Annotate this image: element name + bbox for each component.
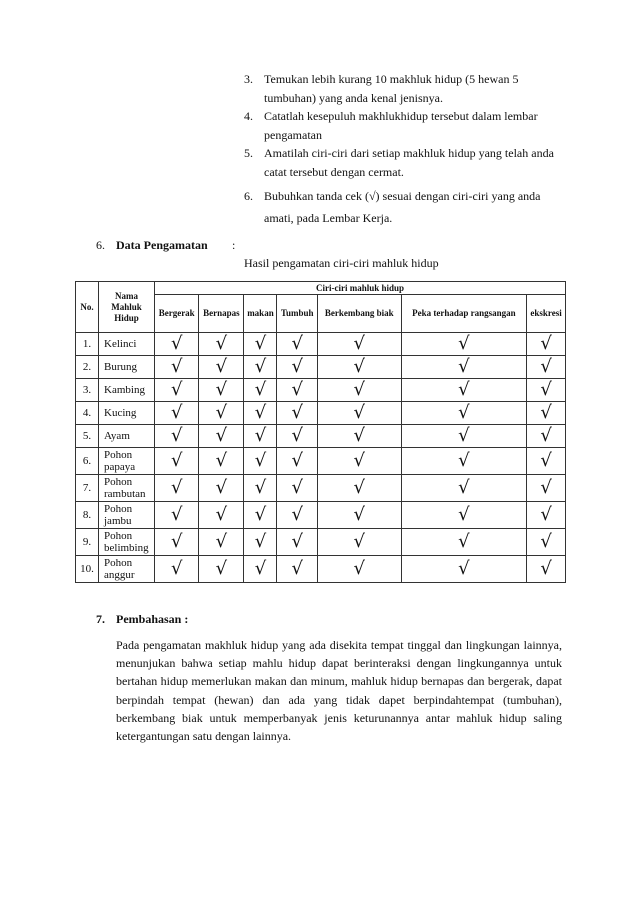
row-number: 7. [76,475,99,502]
table-caption: Hasil pengamatan ciri-ciri mahluk hidup [244,256,439,270]
section-colon: : [232,238,236,252]
check-mark: √ [199,475,244,502]
check-mark: √ [277,448,317,475]
check-mark: √ [277,475,317,502]
row-number: 8. [76,502,99,529]
check-mark: √ [277,333,317,356]
organism-name: Pohon jambu [99,502,155,529]
table-row [76,379,566,402]
header-traits-group: Ciri-ciri mahluk hidup [155,282,566,295]
section-pembahasan [96,612,188,627]
check-mark: √ [199,333,244,356]
check-mark: √ [155,448,199,475]
check-mark: √ [244,502,277,529]
check-mark: √ [155,502,199,529]
check-mark: √ [401,556,526,583]
section-number: 7. [96,612,105,626]
row-number: 9. [76,529,99,556]
section-number: 6. [96,238,105,252]
check-mark: √ [317,556,401,583]
table-row [76,356,566,379]
check-mark: √ [527,333,566,356]
check-mark: √ [527,356,566,379]
row-number: 2. [76,356,99,379]
step-text: Temukan lebih kurang 10 makhluk hidup (5 hewan 5 tumbuhan) yang anda kenal jenisnya. [264,72,519,105]
row-number: 1. [76,333,99,356]
check-mark: √ [155,402,199,425]
organism-name: Pohon belimbing [99,529,155,556]
check-mark: √ [199,356,244,379]
check-mark: √ [155,333,199,356]
step-text: Bubuhkan tanda cek (√) sesuai dengan ciri-ciri yang anda amati, pada Lembar Kerja. [264,189,541,225]
step-text: Amatilah ciri-ciri dari setiap makhluk hidup yang telah anda catat tersebut dengan cermat. [264,146,554,179]
check-mark: √ [527,402,566,425]
check-mark: √ [527,448,566,475]
check-mark: √ [244,529,277,556]
section-title: Data Pengamatan [116,238,208,252]
section-title: Pembahasan : [116,612,189,626]
table-row [76,529,566,556]
procedure-steps [244,70,564,229]
row-number: 4. [76,402,99,425]
header-trait: Peka terhadap rangsangan [401,295,526,333]
check-mark: √ [199,425,244,448]
check-mark: √ [244,356,277,379]
check-mark: √ [155,556,199,583]
check-mark: √ [527,379,566,402]
header-trait: Bergerak [155,295,199,333]
check-mark: √ [277,502,317,529]
check-mark: √ [244,448,277,475]
table-row [76,556,566,583]
organism-name: Pohon rambutan [99,475,155,502]
organism-name: Pohon papaya [99,448,155,475]
check-mark: √ [199,379,244,402]
check-mark: √ [401,502,526,529]
discussion-paragraph: Pada pengamatan makhluk hidup yang ada disekita tempat tinggal dan lingkungan lainnya, menunjukan bahwa setiap mahlu hidup dapat berinteraksi dengan lingkungannya untuk bertahan hidup memerlukan makan dan minum, mahluk hidup bernapas dan bergerak, dapat berpindah tempat (hewan) dan ada yang tidak dapet berpindahtempat (tumbuhan), berkembang biak untuk memperbanyak jenis keturunannya antar mahluk hidup saling ketergantungan satu dengan lainnya. [116,638,562,744]
check-mark: √ [277,425,317,448]
check-mark: √ [317,448,401,475]
check-mark: √ [244,379,277,402]
check-mark: √ [277,529,317,556]
check-mark: √ [199,448,244,475]
header-trait: ekskresi [527,295,566,333]
row-number: 6. [76,448,99,475]
organism-name: Ayam [99,425,155,448]
check-mark: √ [244,475,277,502]
check-mark: √ [244,333,277,356]
organism-name: Pohon anggur [99,556,155,583]
header-trait: Bernapas [199,295,244,333]
check-mark: √ [155,529,199,556]
check-mark: √ [527,556,566,583]
check-mark: √ [199,529,244,556]
check-mark: √ [277,402,317,425]
check-mark: √ [401,529,526,556]
table-row [76,425,566,448]
check-mark: √ [527,502,566,529]
check-mark: √ [155,475,199,502]
header-trait: makan [244,295,277,333]
check-mark: √ [244,402,277,425]
check-mark: √ [317,502,401,529]
check-mark: √ [527,529,566,556]
check-mark: √ [317,425,401,448]
check-mark: √ [244,556,277,583]
row-number: 10. [76,556,99,583]
check-mark: √ [317,475,401,502]
step-number: 4. [244,109,253,123]
organism-name: Kambing [99,379,155,402]
check-mark: √ [277,556,317,583]
check-mark: √ [527,425,566,448]
check-mark: √ [401,402,526,425]
table-row [76,333,566,356]
section-data-pengamatan [96,238,236,253]
step-6 [244,185,564,229]
observation-table [75,281,566,583]
check-mark: √ [317,356,401,379]
check-mark: √ [155,356,199,379]
step-3 [244,70,564,107]
step-number: 5. [244,146,253,160]
organism-name: Kelinci [99,333,155,356]
row-number: 5. [76,425,99,448]
organism-name: Kucing [99,402,155,425]
check-mark: √ [155,425,199,448]
table-row [76,448,566,475]
check-mark: √ [401,425,526,448]
check-mark: √ [199,556,244,583]
header-no: No. [76,282,99,333]
check-mark: √ [277,356,317,379]
organism-name: Burung [99,356,155,379]
header-trait: Tumbuh [277,295,317,333]
step-4 [244,107,564,144]
row-number: 3. [76,379,99,402]
header-trait: Berkembang biak [317,295,401,333]
check-mark: √ [244,425,277,448]
table-row [76,502,566,529]
table-row [76,475,566,502]
check-mark: √ [401,379,526,402]
check-mark: √ [401,333,526,356]
table-row [76,402,566,425]
step-number: 6. [244,189,253,203]
check-mark: √ [317,529,401,556]
step-number: 3. [244,72,253,86]
check-mark: √ [199,502,244,529]
check-mark: √ [401,475,526,502]
check-mark: √ [155,379,199,402]
check-mark: √ [199,402,244,425]
check-mark: √ [317,379,401,402]
check-mark: √ [317,402,401,425]
check-mark: √ [277,379,317,402]
header-name: Nama Mahluk Hidup [99,282,155,333]
check-mark: √ [527,475,566,502]
check-mark: √ [317,333,401,356]
step-5 [244,144,564,181]
check-mark: √ [401,448,526,475]
step-text: Catatlah kesepuluh makhlukhidup tersebut dalam lembar pengamatan [264,109,538,142]
check-mark: √ [401,356,526,379]
